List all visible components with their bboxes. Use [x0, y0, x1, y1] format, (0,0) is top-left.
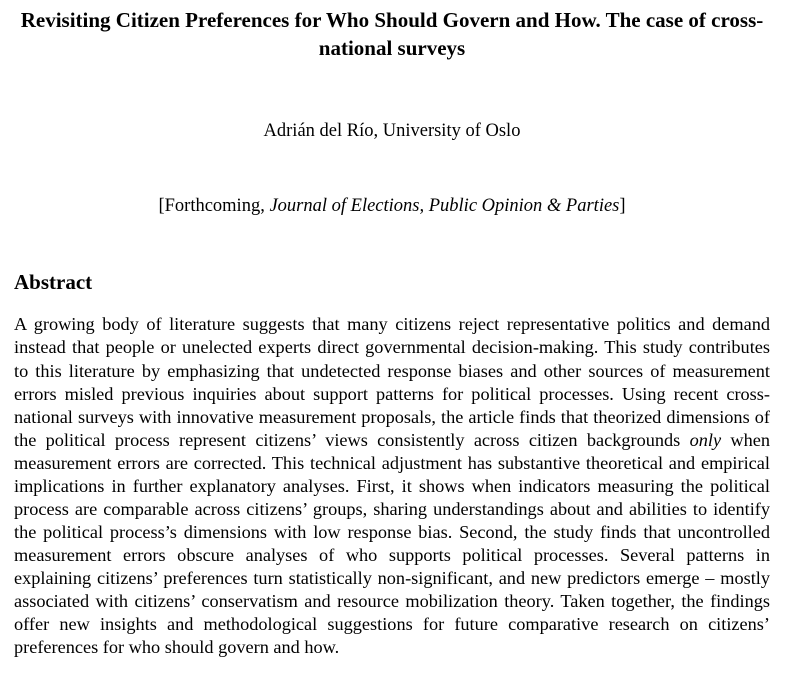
- abstract-text-part-2: when measurement errors are corrected. This technical adjustment has substantive theoretical and empirical implications in further explanatory analyses. First, it shows when indicators measuring the political process are comparable across citizens’ groups, sharing understandings about and abilities to identify the political process’s dimensions with low response bias. Second, the study finds that uncontrolled measurement errors obscure analyses of who supports political processes. Several patterns in explaining citizens’ preferences turn statistically non-significant, and new predictors emerge – mostly associated with citizens’ conservatism and resource mobilization theory. Taken together, the findings offer new insights and methodological suggestions for future comparative research on citizens’ preferences for who should govern and how.: [14, 429, 770, 658]
- journal-suffix: ]: [619, 196, 626, 216]
- journal-name: Journal of Elections, Public Opinion & Parties: [269, 196, 620, 216]
- journal-prefix: [Forthcoming,: [158, 196, 270, 216]
- abstract-italic-word: only: [689, 429, 722, 450]
- paper-title: Revisiting Citizen Preferences for Who Should Govern and How. The case of cross-national surveys: [20, 8, 764, 60]
- abstract-heading: Abstract: [14, 270, 93, 294]
- paper-page: [0, 6, 787, 700]
- author-affiliation: Adrián del Río, University of Oslo: [263, 121, 521, 141]
- journal-note: [14, 194, 770, 218]
- abstract-text-part-1: A growing body of literature suggests that many citizens reject representative politics and demand instead that people or unelected experts direct governmental decision-making. This study contributes to this literature by emphasizing that undetected response biases and other sources of measurement errors misled previous inquiries about support patterns for political processes. Using recent cross-national surveys with innovative measurement proposals, the article finds that theorized dimensions of the political process represent citizens’ views consistently across citizen backgrounds: [14, 314, 770, 450]
- abstract-body: [14, 313, 770, 659]
